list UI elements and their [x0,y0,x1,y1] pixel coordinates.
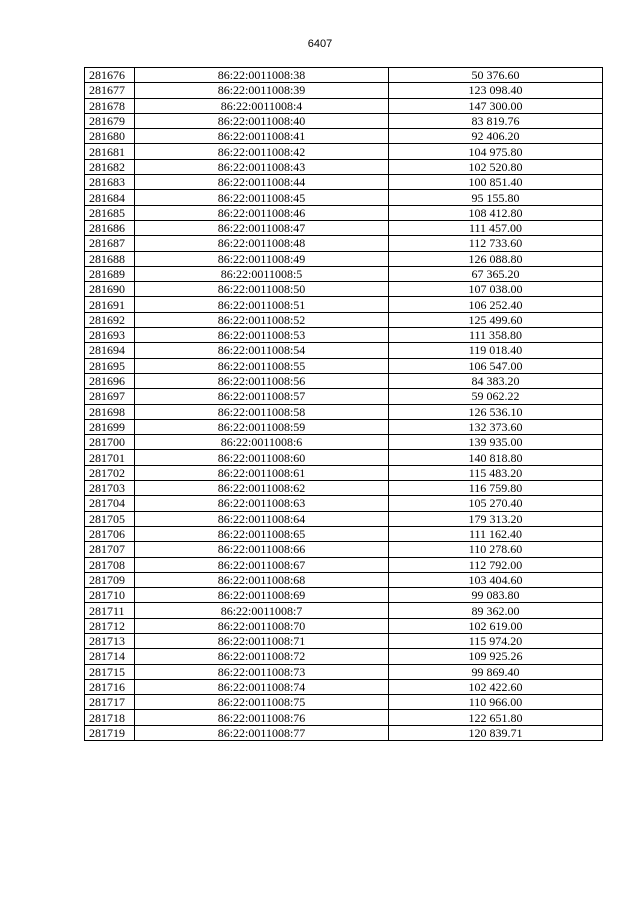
value-cell: 112 792.00 [389,557,603,572]
table-row [85,679,603,694]
table-row [85,373,603,388]
cadastral-number-cell: 86:22:0011008:53 [135,328,389,343]
cadastral-number-cell: 86:22:0011008:72 [135,649,389,664]
value-cell: 140 818.80 [389,450,603,465]
row-id-cell: 281696 [85,373,135,388]
table-row [85,404,603,419]
value-cell: 111 457.00 [389,220,603,235]
value-cell: 111 358.80 [389,328,603,343]
row-id-cell: 281714 [85,649,135,664]
value-cell: 99 083.80 [389,588,603,603]
value-cell: 59 062.22 [389,389,603,404]
row-id-cell: 281704 [85,496,135,511]
value-cell: 106 547.00 [389,358,603,373]
cadastral-number-cell: 86:22:0011008:75 [135,695,389,710]
value-cell: 106 252.40 [389,297,603,312]
cadastral-number-cell: 86:22:0011008:59 [135,419,389,434]
cadastral-number-cell: 86:22:0011008:43 [135,159,389,174]
cadastral-number-cell: 86:22:0011008:45 [135,190,389,205]
table-row [85,129,603,144]
table-row [85,68,603,83]
cadastral-number-cell: 86:22:0011008:46 [135,205,389,220]
table-row [85,710,603,725]
table-row [85,419,603,434]
cadastral-number-cell: 86:22:0011008:44 [135,175,389,190]
value-cell: 112 733.60 [389,236,603,251]
cadastral-number-cell: 86:22:0011008:70 [135,618,389,633]
row-id-cell: 281684 [85,190,135,205]
value-cell: 125 499.60 [389,312,603,327]
cadastral-number-cell: 86:22:0011008:51 [135,297,389,312]
table-row [85,343,603,358]
table-row [85,144,603,159]
row-id-cell: 281689 [85,266,135,281]
table-row [85,603,603,618]
table-body [85,68,603,741]
row-id-cell: 281713 [85,633,135,648]
row-id-cell: 281678 [85,98,135,113]
cadastral-number-cell: 86:22:0011008:55 [135,358,389,373]
row-id-cell: 281695 [85,358,135,373]
value-cell: 110 278.60 [389,542,603,557]
value-cell: 110 966.00 [389,695,603,710]
value-cell: 115 974.20 [389,633,603,648]
row-id-cell: 281693 [85,328,135,343]
row-id-cell: 281697 [85,389,135,404]
cadastral-number-cell: 86:22:0011008:65 [135,526,389,541]
table-row [85,664,603,679]
cadastral-number-cell: 86:22:0011008:58 [135,404,389,419]
cadastral-number-cell: 86:22:0011008:52 [135,312,389,327]
page-number: 6407 [307,38,333,50]
table-row [85,511,603,526]
value-cell: 123 098.40 [389,83,603,98]
table-row [85,496,603,511]
value-cell: 102 520.80 [389,159,603,174]
row-id-cell: 281700 [85,435,135,450]
table-row [85,450,603,465]
value-cell: 126 088.80 [389,251,603,266]
cadastral-number-cell: 86:22:0011008:60 [135,450,389,465]
row-id-cell: 281676 [85,68,135,83]
row-id-cell: 281709 [85,572,135,587]
value-cell: 120 839.71 [389,725,603,740]
value-cell: 119 018.40 [389,343,603,358]
value-cell: 116 759.80 [389,481,603,496]
table-row [85,649,603,664]
table-row [85,695,603,710]
cadastral-number-cell: 86:22:0011008:49 [135,251,389,266]
row-id-cell: 281686 [85,220,135,235]
row-id-cell: 281715 [85,664,135,679]
table-row [85,358,603,373]
table-row [85,633,603,648]
table-row [85,282,603,297]
table-row [85,557,603,572]
table-row [85,526,603,541]
cadastral-number-cell: 86:22:0011008:64 [135,511,389,526]
table-row [85,175,603,190]
table-row [85,113,603,128]
row-id-cell: 281685 [85,205,135,220]
cadastral-number-cell: 86:22:0011008:76 [135,710,389,725]
value-cell: 50 376.60 [389,68,603,83]
row-id-cell: 281692 [85,312,135,327]
value-cell: 104 975.80 [389,144,603,159]
cadastral-number-cell: 86:22:0011008:63 [135,496,389,511]
cadastral-number-cell: 86:22:0011008:69 [135,588,389,603]
table-row [85,205,603,220]
row-id-cell: 281702 [85,465,135,480]
value-cell: 102 422.60 [389,679,603,694]
row-id-cell: 281706 [85,526,135,541]
table-row [85,389,603,404]
row-id-cell: 281708 [85,557,135,572]
value-cell: 132 373.60 [389,419,603,434]
row-id-cell: 281687 [85,236,135,251]
cadastral-number-cell: 86:22:0011008:38 [135,68,389,83]
row-id-cell: 281716 [85,679,135,694]
row-id-cell: 281717 [85,695,135,710]
table-row [85,588,603,603]
value-cell: 108 412.80 [389,205,603,220]
cadastral-number-cell: 86:22:0011008:73 [135,664,389,679]
value-cell: 102 619.00 [389,618,603,633]
row-id-cell: 281694 [85,343,135,358]
cadastral-number-cell: 86:22:0011008:39 [135,83,389,98]
row-id-cell: 281680 [85,129,135,144]
table-row [85,190,603,205]
table-row [85,572,603,587]
row-id-cell: 281682 [85,159,135,174]
cadastral-number-cell: 86:22:0011008:5 [135,266,389,281]
cadastral-number-cell: 86:22:0011008:77 [135,725,389,740]
value-cell: 100 851.40 [389,175,603,190]
row-id-cell: 281677 [85,83,135,98]
value-cell: 67 365.20 [389,266,603,281]
cadastral-number-cell: 86:22:0011008:7 [135,603,389,618]
data-table [84,67,603,741]
table-row [85,618,603,633]
table-row [85,481,603,496]
row-id-cell: 281683 [85,175,135,190]
cadastral-number-cell: 86:22:0011008:66 [135,542,389,557]
row-id-cell: 281703 [85,481,135,496]
row-id-cell: 281688 [85,251,135,266]
row-id-cell: 281691 [85,297,135,312]
table-row [85,435,603,450]
row-id-cell: 281707 [85,542,135,557]
row-id-cell: 281712 [85,618,135,633]
row-id-cell: 281719 [85,725,135,740]
cadastral-number-cell: 86:22:0011008:42 [135,144,389,159]
table-row [85,542,603,557]
cadastral-number-cell: 86:22:0011008:41 [135,129,389,144]
value-cell: 179 313.20 [389,511,603,526]
value-cell: 111 162.40 [389,526,603,541]
row-id-cell: 281718 [85,710,135,725]
cadastral-number-cell: 86:22:0011008:40 [135,113,389,128]
row-id-cell: 281711 [85,603,135,618]
cadastral-number-cell: 86:22:0011008:4 [135,98,389,113]
value-cell: 105 270.40 [389,496,603,511]
cadastral-number-cell: 86:22:0011008:56 [135,373,389,388]
value-cell: 84 383.20 [389,373,603,388]
value-cell: 107 038.00 [389,282,603,297]
value-cell: 115 483.20 [389,465,603,480]
cadastral-number-cell: 86:22:0011008:54 [135,343,389,358]
cadastral-number-cell: 86:22:0011008:47 [135,220,389,235]
cadastral-number-cell: 86:22:0011008:68 [135,572,389,587]
cadastral-number-cell: 86:22:0011008:62 [135,481,389,496]
table-row [85,159,603,174]
table-row [85,266,603,281]
value-cell: 92 406.20 [389,129,603,144]
cadastral-number-cell: 86:22:0011008:6 [135,435,389,450]
row-id-cell: 281681 [85,144,135,159]
cadastral-number-cell: 86:22:0011008:61 [135,465,389,480]
table-row [85,297,603,312]
cadastral-number-cell: 86:22:0011008:71 [135,633,389,648]
value-cell: 95 155.80 [389,190,603,205]
value-cell: 99 869.40 [389,664,603,679]
value-cell: 122 651.80 [389,710,603,725]
row-id-cell: 281690 [85,282,135,297]
table-row [85,312,603,327]
cadastral-number-cell: 86:22:0011008:67 [135,557,389,572]
cadastral-number-cell: 86:22:0011008:57 [135,389,389,404]
table-row [85,465,603,480]
row-id-cell: 281701 [85,450,135,465]
value-cell: 83 819.76 [389,113,603,128]
value-cell: 126 536.10 [389,404,603,419]
value-cell: 109 925.26 [389,649,603,664]
row-id-cell: 281698 [85,404,135,419]
table-row [85,725,603,740]
value-cell: 89 362.00 [389,603,603,618]
table-row [85,251,603,266]
value-cell: 103 404.60 [389,572,603,587]
cadastral-number-cell: 86:22:0011008:48 [135,236,389,251]
row-id-cell: 281679 [85,113,135,128]
table-row [85,83,603,98]
value-cell: 147 300.00 [389,98,603,113]
cadastral-number-cell: 86:22:0011008:50 [135,282,389,297]
table-row [85,328,603,343]
row-id-cell: 281699 [85,419,135,434]
value-cell: 139 935.00 [389,435,603,450]
table-row [85,236,603,251]
row-id-cell: 281705 [85,511,135,526]
cadastral-number-cell: 86:22:0011008:74 [135,679,389,694]
table-row [85,220,603,235]
table-row [85,98,603,113]
row-id-cell: 281710 [85,588,135,603]
